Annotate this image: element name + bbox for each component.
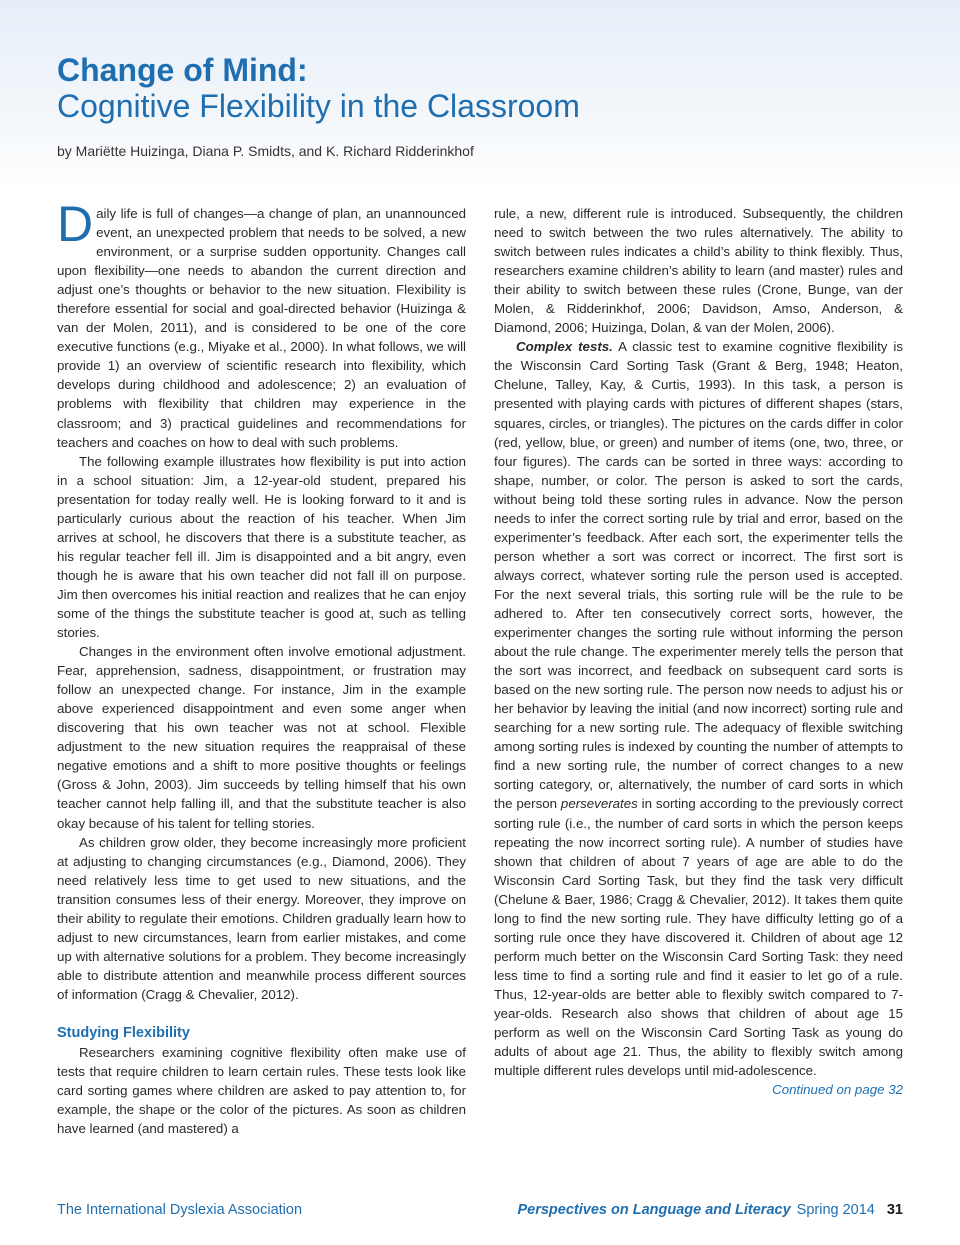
paragraph-intro [57, 196, 466, 452]
article-title: Change of Mind: [57, 52, 308, 88]
footer-journal: Perspectives on Language and Literacy [517, 1202, 791, 1218]
page-number: 31 [886, 1202, 903, 1218]
left-column [57, 196, 466, 1138]
right-column [494, 204, 903, 1099]
footer-right [517, 1200, 903, 1220]
emphasis-perseverates: perseverates [560, 796, 638, 812]
continued-link[interactable]: Continued on page 32 [772, 1082, 903, 1098]
footer-season: Spring 2014 [796, 1202, 875, 1218]
paragraph-studying: Researchers examining cognitive flexibility often make use of tests that require children to learn certain rules. These tests look like card sorting games where children are asked to pay attention to, for example, the shape or the color of the pictures. As soon as children have learned (and mastered) a [57, 1044, 466, 1137]
section-heading: Studying Flexibility [57, 1024, 190, 1041]
complex-tests-text-a: A classic test to examine cognitive flexibility is the Wisconsin Card Sorting Task (Grant & Berg, 1948; Heaton, Chelune, Talley, Kay, & Curtis, 1993). In this task, a person is presented with playing cards with pictures of different shapes (stars, squares, circles, or triangles). The pictures on the cards differ in color (red, yellow, blue, or green) and number of items (one, two, three, or four figures). The cards can be sorted in three ways: according to shape, number, or color. The person is asked to sort the cards, without being told these sorting rules in advance. Now the person needs to infer the correct sorting rule by trial and error, based on the experimenter’s feedback. After each sort, the experimenter tells the person whether a sort was correct or incorrect. The first sort is always correct, whatever sorting rule the person used is accepted. For the next several trials, this sorting rule will be the rule to be adhered to. After ten consecutively correct sorts, however, the experimenter changes the sorting rule without informing the person about the rule change. The experimenter merely tells the person that the sort was incorrect, and feedback on subsequent card sorts is based on the new sorting rule. The person now needs to adjust his or her behavior by leaving the initial (and now incorrect) sorting rule and searching for a new sorting rule. The adequacy of flexible switching among sorting rules is indexed by counting the number of attempts to find a new sorting rule, the number of correct changes to a new sorting category, or, alternatively, the number of card sorts in which the person [494, 339, 903, 812]
paragraph-complex-tests [494, 337, 903, 1080]
paragraph-development: As children grow older, they become increasingly more proficient at adjusting to changing circumstances (e.g., Diamond, 2006). They need relatively less time to get used to new situations, and the transition consumes less of their energy. Moreover, they improve on their ability to regulate their emotions. Children gradually learn how to adjust to new circumstances, learn from earlier mistakes, and come up with alternative solutions for a problem. They become increasingly able to distribute attention and meanwhile process different sources of information (Cragg & Chevalier, 2012). [57, 834, 466, 1002]
paragraph-rules: rule, a new, different rule is introduced. Subsequently, the children need to switch between the two rules alternatively. The ability to switch between rules indicates a child’s ability to think flexibly. Thus, researchers examine children’s ability to learn (and master) rules and their ability to switch between these rules (Crone, Bunge, van der Molen, & Ridderinkhof, 2006; Davidson, Amso, Anderson, & Diamond, 2006; Huizinga, Dolan, & van der Molen, 2006). [494, 206, 903, 336]
byline: by Mariëtte Huizinga, Diana P. Smidts, and K. Richard Ridderinkhof [57, 143, 474, 159]
article-subtitle: Cognitive Flexibility in the Classroom [57, 88, 580, 124]
dropcap: D [57, 196, 94, 252]
paragraph-intro-text: aily life is full of changes—a change of plan, an unannounced event, an unexpected problem that needs to be solved, a new environment, or a surprise sudden opportunity. Changes call upon flexibility—one needs to abandon the current direction and adjust one’s thoughts or behavior to the new situation. Flexibility is therefore essential for social and goal-directed behavior (Huizinga & van der Molen, 2011), and is considered to be one of the core executive functions (e.g., Miyake et al., 2000). In what follows, we will provide 1) an overview of scientific research into flexibility, which develops during childhood and adolescence; 2) an evaluation of problems with flexibility that children may experience in the classroom; and 3) practical guidelines and recommendations for teachers and coaches on how to deal with such problems. [57, 206, 466, 450]
page-footer [57, 1200, 903, 1220]
complex-tests-text-b: in sorting according to the previously correct sorting rule (i.e., the number of card sorts in which the person keeps repeating the now incorrect sorting rule). A number of studies have shown that children of about 7 years of age are able to do the Wisconsin Card Sorting Task, but they find the task very difficult (Chelune & Baer, 1986; Cragg & Chevalier, 2012). It takes them quite long to find the new sorting rule. They have difficulty letting go of a sorting rule once they have discovered it. Children of about age 12 perform much better on the Wisconsin Card Sorting Task: they need less time to find a sorting rule and find it easier to let go of a rule. Thus, 12-year-olds are better able to flexibly switch compared to 7-year-olds. Research also shows that children of about age 15 perform as well on the Wisconsin Card Sorting Task as young do adults of about age 21. Thus, the ability to flexibly switch among multiple different rules develops until mid-adolescence. [494, 796, 903, 1079]
paragraph-emotion: Changes in the environment often involve emotional adjustment. Fear, apprehension, sadness, disappointment, or frustration may follow an unexpected change. For instance, Jim in the example above experienced disappointment and even some anger when discovering that his own teacher was not at school. Flexible adjustment to the new situation requires the reappraisal of these negative emotions and a shift to more positive thoughts or feelings (Gross & John, 2003). Jim succeeds by telling himself that his own teacher cannot help falling ill, and that the substitute teacher is also okay because of his talent for telling stories. [57, 644, 466, 831]
paragraph-example: The following example illustrates how flexibility is put into action in a school situation: Jim, a 12-year-old student, prepared his presentation for today really well. He is looking forward to it and is particularly curious about the reaction of his teacher. When Jim arrives at school, he discovers that there is a substitute teacher, as his regular teacher fell ill. Jim is disappointed and a bit angry, even though he is aware that his own teacher did not fall ill on purpose. Jim then overcomes his initial reaction and realizes that he can enjoy some of the things the substitute teacher is good at, such as telling stories. [57, 453, 466, 641]
runin-heading: Complex tests. [516, 339, 613, 355]
footer-organization: The International Dyslexia Association [57, 1202, 303, 1218]
